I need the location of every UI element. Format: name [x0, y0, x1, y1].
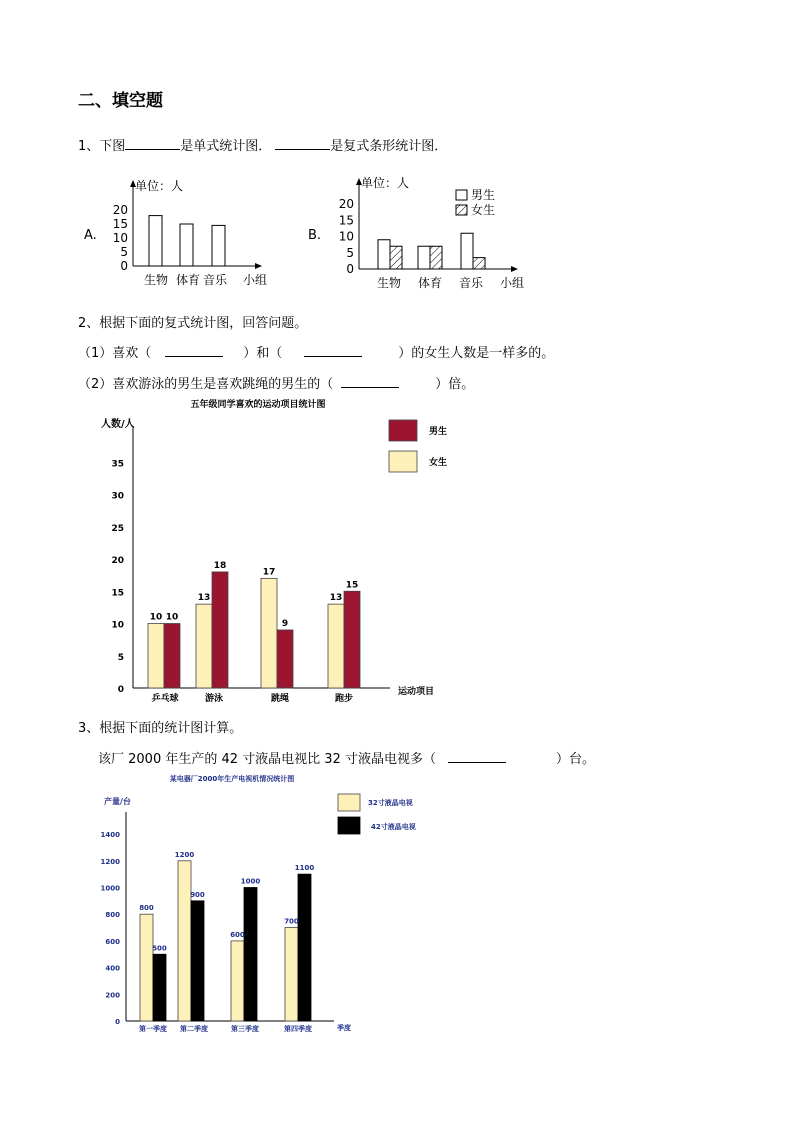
chart-b-x-axis-label: 小组 — [500, 276, 525, 290]
chart-a-category-label: 音乐 — [202, 273, 228, 287]
chart-a-x-axis-label: 小组 — [243, 273, 268, 287]
chart-c-y-tick-label: 35 — [111, 459, 124, 470]
chart-d-y-tick-label: 200 — [105, 991, 120, 1000]
q2-sub1-a: （1）喜欢（ — [78, 346, 152, 361]
chart-d-data-label: 900 — [190, 890, 205, 899]
chart-b-unit-label: 单位：人 — [361, 176, 410, 190]
chart-d-y-tick-label: 800 — [105, 911, 120, 920]
chart-b-y-tick-label: 5 — [346, 245, 354, 260]
chart-d-data-label: 1200 — [174, 850, 195, 859]
chart-a-y-tick-label: 10 — [112, 231, 128, 245]
chart-d-bar-32 — [285, 928, 298, 1021]
chart-c-data-label: 10 — [149, 612, 163, 623]
chart-c-y-tick-label: 30 — [111, 491, 124, 502]
chart-a-y-tick-label: 0 — [120, 259, 128, 273]
chart-b-option: B. — [308, 228, 322, 243]
chart-c-data-label: 10 — [165, 612, 179, 623]
chart-c-category-label: 游泳 — [204, 694, 224, 704]
chart-b-y-tick-label: 20 — [338, 197, 354, 211]
chart-d-category-label: 第三季度 — [231, 1025, 259, 1033]
chart-c-category-label: 乒乓球 — [151, 694, 179, 704]
chart-c-data-label: 9 — [281, 618, 289, 629]
q3-intro: 3、根据下面的统计图计算。 — [78, 721, 243, 736]
chart-c-y-tick-label: 5 — [117, 652, 124, 663]
chart-b-category-label: 体育 — [417, 276, 443, 290]
chart-b-category-label: 生物 — [376, 276, 402, 290]
chart-d-data-label: 700 — [284, 917, 299, 926]
q2-intro: 2、根据下面的复式统计图，回答问题。 — [78, 316, 308, 331]
chart-d-category-label: 第四季度 — [284, 1025, 312, 1033]
q1-mid: 是单式统计图． — [180, 139, 272, 154]
chart-a-unit-label: 单位：人 — [135, 179, 184, 193]
chart-b-category-label: 音乐 — [458, 276, 484, 290]
chart-d-category-label: 第一季度 — [139, 1025, 167, 1033]
chart-d-title: 某电器厂2000年生产电视机情况统计图 — [169, 775, 295, 783]
chart-b-y-tick-label: 0 — [346, 262, 354, 276]
chart-d-legend-swatch-32 — [338, 794, 360, 811]
chart-c-data-label: 18 — [213, 560, 227, 571]
chart-d-bar-42 — [153, 954, 166, 1021]
chart-c-title: 五年级同学喜欢的运动项目统计图 — [190, 400, 326, 410]
chart-c-legend-label-girls: 女生 — [429, 458, 448, 468]
chart-d-bar-42 — [298, 874, 311, 1021]
chart-d-y-tick-label: 400 — [105, 964, 120, 973]
chart-c-y-tick-label: 10 — [111, 620, 124, 631]
chart-c-y-tick-label: 20 — [111, 556, 124, 566]
q3-question-b: ）台。 — [555, 752, 595, 767]
chart-d-data-label: 500 — [152, 944, 167, 953]
chart-c-data-label: 13 — [329, 593, 343, 604]
q3-question-a: 该厂 2000 年生产的 42 寸液晶电视比 32 寸液晶电视多（ — [98, 752, 436, 767]
chart-d-category-label: 第二季度 — [180, 1025, 208, 1033]
chart-d-data-label: 1000 — [240, 877, 261, 886]
chart-a-y-tick-label: 15 — [112, 217, 128, 231]
chart-c-data-label: 13 — [197, 593, 211, 604]
q1-prefix: 1、下图 — [78, 139, 126, 154]
chart-d-y-tick-label: 0 — [115, 1018, 120, 1026]
chart-d-y-tick-label: 1000 — [100, 884, 120, 893]
chart-d-bar-32 — [231, 941, 244, 1021]
chart-d-data-label: 600 — [230, 930, 245, 939]
chart-d-x-axis-label: 季度 — [337, 1024, 351, 1032]
chart-a-category-label: 体育 — [175, 273, 201, 287]
chart-a-y-tick-label: 5 — [120, 245, 128, 259]
chart-b-y-tick-label: 15 — [338, 213, 354, 228]
chart-c-y-axis-label: 人数/人 — [101, 419, 135, 430]
chart-d-bar-32 — [140, 914, 153, 1021]
chart-c-y-tick-label: 15 — [111, 588, 124, 599]
chart-d-bar-42 — [191, 901, 204, 1021]
chart-d-legend-label-32: 32寸液晶电视 — [368, 799, 413, 807]
chart-c-category-label: 跳绳 — [270, 694, 290, 704]
chart-d-bar-32 — [178, 861, 191, 1021]
chart-b-y-tick-label: 10 — [338, 229, 354, 244]
chart-c-x-axis-label: 运动项目 — [398, 687, 435, 697]
chart-d-y-axis-label: 产量/台 — [104, 797, 131, 806]
chart-c-legend-label-boys: 男生 — [429, 427, 448, 437]
chart-d-y-tick-label: 1200 — [100, 857, 120, 866]
chart-d-data-label: 800 — [139, 904, 154, 913]
chart-d-bar-42 — [244, 888, 257, 1022]
chart-d-y-tick-label: 1400 — [100, 831, 120, 840]
chart-d-y-tick-label: 600 — [105, 937, 120, 946]
q2-sub2-b: ）倍。 — [435, 377, 475, 392]
chart-c-data-label: 17 — [262, 567, 276, 578]
chart-b-legend-label-girls: 女生 — [471, 203, 496, 217]
chart-c-y-tick-label: 0 — [117, 685, 124, 695]
section-title: 二、填空题 — [78, 91, 163, 111]
chart-d-data-label: 1100 — [294, 864, 315, 873]
chart-b-legend-label-boys: 男生 — [471, 188, 496, 202]
q2-sub1-b: ）和（ — [243, 346, 283, 361]
q2-sub2-a: （2）喜欢游泳的男生是喜欢跳绳的男生的（ — [78, 377, 334, 392]
q1-suffix: 是复式条形统计图． — [330, 139, 448, 154]
chart-c-data-label: 15 — [345, 580, 359, 591]
chart-a-y-tick-label: 20 — [112, 203, 128, 217]
chart-a-category-label: 生物 — [143, 273, 169, 287]
chart-a-option: A. — [84, 228, 97, 243]
q2-sub1-c: ）的女生人数是一样多的。 — [398, 346, 555, 361]
chart-d-legend-label-42: 42寸液晶电视 — [371, 823, 416, 831]
chart-d-legend-swatch-42 — [338, 817, 360, 834]
chart-c-y-tick-label: 25 — [111, 523, 124, 534]
chart-c-category-label: 跑步 — [334, 694, 354, 704]
